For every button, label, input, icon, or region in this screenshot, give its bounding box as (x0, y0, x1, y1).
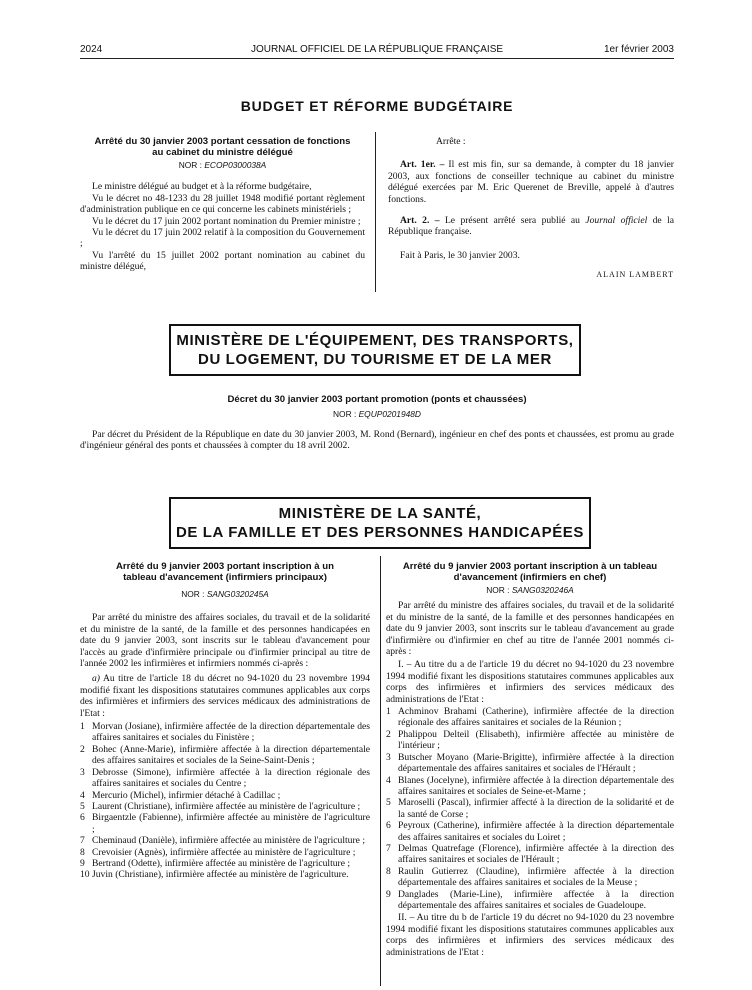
nominee-list (386, 706, 674, 911)
nor-label: NOR : (333, 409, 357, 419)
nor-reference (386, 585, 674, 596)
intro-paragraph: Par arrêté du ministre des affaires sociales, du travail et de la solidarité et du ministre de la santé, de la famille et des personnes handicapées en date du 9 janvier 2003, sont inscrits sur le tableau d'avancement pour l'accès au grade d'infirmière principale ou d'infirmier principal au titre de l'année 2002 les infirmières et infirmiers nommés ci-après : (80, 612, 370, 670)
item-number: 5 (386, 797, 391, 809)
item-number: 9 (80, 857, 85, 869)
sub-a-label: a) (92, 673, 100, 685)
item-number: 6 (80, 812, 85, 824)
nor-reference (80, 409, 674, 419)
list-item (386, 752, 674, 775)
item-text: Bohec (Anne-Marie), infirmière affectée à la direction départementale des affaires sanitaires et sociales de la Seine-Saint-Denis ; (92, 743, 370, 767)
item-text: Peyroux (Catherine), infirmière affectée à la direction départementale des affaires sanitaires et sociales du Loiret ; (398, 820, 674, 843)
list-item (80, 801, 370, 812)
nor-code: SANG0320246A (511, 585, 574, 595)
nor-label: NOR : (178, 160, 202, 170)
nor-code: EQUP0201948D (358, 409, 421, 419)
issue-date: 1er février 2003 (603, 44, 674, 55)
item-number: 7 (386, 842, 391, 854)
ministry-box-sante (169, 497, 591, 549)
article-title: Arrêté du 30 janvier 2003 portant cessation de fonctions au cabinet du ministre délégué (94, 136, 351, 158)
list-item (80, 721, 370, 744)
item-number: 6 (386, 820, 391, 832)
list-item (386, 843, 674, 866)
item-number: 9 (386, 888, 391, 900)
header-rule (80, 58, 674, 59)
list-item (386, 729, 674, 752)
item-text: Delmas Quatrefage (Florence), infirmière affectée à la direction des affaires sanitaires et sociales de l'Hérault ; (398, 842, 674, 866)
item-text: Cheminaud (Danièle), infirmière affectée au ministère de l'agriculture ; (92, 835, 365, 847)
article-2 (388, 215, 674, 238)
item-text: Raulin Gutierrez (Claudine), infirmière affectée à la direction départementale des affaires sanitaires et sociales de la Meuse ; (398, 865, 674, 889)
sante-article-right (386, 561, 674, 958)
item-text: Phalippou Delteil (Elisabeth), infirmière affectée au ministère de l'intérieur ; (398, 728, 674, 752)
item-text: Maroselli (Pascal), infirmier affecté à la direction de la solidarité et de la santé de Corse ; (398, 797, 674, 820)
list-item (386, 866, 674, 889)
budget-article-left (80, 136, 365, 273)
article-1-label: Art. 1er. – (400, 159, 445, 171)
item-number: 4 (80, 789, 85, 801)
nor-reference (80, 589, 370, 600)
item-text: Juvin (Christiane), infirmière affectée au ministère de l'agriculture. (92, 869, 349, 881)
nominee-list (80, 721, 370, 881)
item-text: Debrosse (Simone), infirmière affectée à la direction régionale des affaires sanitaires et sociales du Centre ; (92, 766, 370, 790)
article-2-text-end: de la République française. (388, 215, 674, 238)
item-text: Birgaentzle (Fabienne), infirmière affectée au ministère de l'agriculture ; (92, 812, 370, 835)
item-text: Bertrand (Odette), infirmière affectée au ministère de l'agriculture ; (92, 857, 351, 869)
list-item (386, 775, 674, 798)
article-2-label: Art. 2. – (400, 215, 440, 227)
paragraph: Vu le décret no 48-1233 du 28 juillet 1948 modifié portant règlement d'administration publique en ce qui concerne les cabinets ministériels ; (80, 192, 365, 216)
article-title: Arrêté du 9 janvier 2003 portant inscription à un tableau d'avancement (infirmiers principaux) (115, 561, 335, 583)
signature: ALAIN LAMBERT (596, 270, 674, 280)
section-title-budget: BUDGET ET RÉFORME BUDGÉTAIRE (240, 98, 514, 114)
nor-code: ECOP0300038A (204, 160, 267, 170)
list-item (80, 790, 370, 801)
column-divider (375, 132, 376, 292)
paragraph: Vu le décret du 17 juin 2002 portant nomination du Premier ministre ; (92, 215, 361, 227)
list-item (80, 812, 370, 835)
item-number: 8 (80, 846, 85, 858)
list-item (386, 820, 674, 843)
item-number: 1 (80, 721, 85, 733)
intro-paragraph: Par arrêté du ministre des affaires sociales, du travail et de la solidarité et du ministre de la santé, de la famille et des personnes handicapées en date du 9 janvier 2003, sont inscrits sur le tableau d'avancement au grade d'infirmière ou d'infirmier en chef au titre de l'année 2001 nommés ci-après : (386, 600, 674, 658)
fait-a-paris: Fait à Paris, le 30 janvier 2003. (400, 249, 520, 261)
nor-code: SANG0320245A (206, 589, 269, 599)
journal-title: JOURNAL OFFICIEL DE LA RÉPUBLIQUE FRANÇAISE (250, 44, 504, 55)
sub-I-paragraph: I. – Au titre du a de l'article 19 du décret no 94-1020 du 23 novembre 1994 modifié fixant les dispositions statutaires communes applicables aux corps des infirmières et infirmiers des services médicaux des administrations de l'Etat : (386, 659, 674, 705)
article-title: Arrêté du 9 janvier 2003 portant inscription à un tableau d'avancement (infirmiers en chef) (402, 561, 658, 583)
list-item (80, 767, 370, 790)
paragraph: Le ministre délégué au budget et à la réforme budgétaire, (92, 181, 312, 193)
item-text: Morvan (Josiane), infirmière affectée de la direction départementale des affaires sanitaires et sociales du Finistère ; (92, 721, 370, 744)
sub-a-text: Au titre de l'article 18 du décret no 94-1020 du 23 novembre 1994 modifié fixant les dispositions statutaires communes applicables aux corps des infirmières et infirmiers des services médicaux des administrations de l'Etat : (80, 673, 370, 719)
item-text: Laurent (Christiane), infirmière affectée au ministère de l'agriculture ; (92, 800, 361, 812)
item-text: Crevoisier (Agnès), infirmière affectée au ministère de l'agriculture ; (92, 846, 356, 858)
item-number: 2 (386, 728, 391, 740)
item-number: 10 (80, 869, 90, 881)
journal-officiel-italic: Journal officiel (585, 215, 648, 227)
sub-II-paragraph: II. – Au titre du b de l'article 19 du décret no 94-1020 du 23 novembre 1994 modifié fixant les dispositions statutaires communes applicables aux corps des infirmières et infirmiers des services médicaux des administrations de l'Etat : (386, 912, 674, 958)
item-text: Blanes (Jocelyne), infirmière affectée à la direction départementale des affaires sanitaires et sociales de Seine-et-Marne ; (398, 774, 674, 797)
list-item (80, 847, 370, 858)
item-number: 3 (386, 751, 391, 763)
sub-a-paragraph (80, 673, 370, 719)
list-item (80, 744, 370, 767)
article-1-text: Il est mis fin, sur sa demande, à compter du 18 janvier 2003, aux fonctions de conseiller technique au cabinet du ministre délégué exercées par M. Eric Querenet de Breville, appelé à d'autres fonctions. (388, 159, 674, 205)
item-number: 5 (80, 800, 85, 812)
paragraph: Vu le décret du 17 juin 2002 relatif à la composition du Gouvernement ; (80, 227, 365, 250)
nor-label: NOR : (486, 585, 510, 595)
item-number: 2 (80, 743, 85, 755)
ministry-title-line1: MINISTÈRE DE LA SANTÉ, (278, 505, 482, 522)
item-text: Danglades (Marie-Line), infirmière affectée à la direction départementale des affaires sanitaires et sociales de Guadeloupe. (398, 888, 674, 911)
budget-article-right (388, 136, 674, 281)
list-item (80, 869, 370, 880)
paragraph: Vu l'arrêté du 15 juillet 2002 portant nomination au cabinet du ministre délégué, (80, 249, 365, 273)
arrete-label: Arrête : (436, 136, 466, 147)
item-number: 3 (80, 766, 85, 778)
nor-reference (80, 160, 365, 171)
list-item (386, 706, 674, 729)
ministry-title-line2: DE LA FAMILLE ET DES PERSONNES HANDICAPÉES (175, 524, 585, 541)
item-text: Achminov Brahami (Catherine), infirmière affectée de la direction régionale des affaires sanitaires et sociales de la Réunion ; (398, 706, 674, 729)
sante-article-left (80, 561, 370, 881)
item-text: Butscher Moyano (Marie-Brigitte), infirmière affectée à la direction départementale des affaires sanitaires et sociales de l'Hérault ; (398, 751, 674, 775)
column-divider (380, 556, 381, 986)
page-number: 2024 (80, 44, 103, 55)
item-number: 8 (386, 865, 391, 877)
ministry-box-equipement (169, 324, 581, 376)
list-item (80, 835, 370, 846)
item-text: Mercurio (Michel), infirmier détaché à Cadillac ; (92, 789, 281, 801)
article-2-text: Le présent arrêté sera publié au (444, 215, 586, 227)
decree-title: Décret du 30 janvier 2003 portant promotion (ponts et chaussées) (227, 394, 527, 405)
item-number: 1 (386, 706, 391, 718)
decree-text: Par décret du Président de la République en date du 30 janvier 2003, M. Rond (Bernard), ingénieur en chef des ponts et chaussées, est promu au grade d'ingénieur général des ponts et chaussées à compter du 18 avril 2002. (80, 429, 674, 452)
list-item (80, 858, 370, 869)
ministry-title-line2: DU LOGEMENT, DU TOURISME ET DE LA MER (198, 351, 552, 368)
item-number: 4 (386, 774, 391, 786)
item-number: 7 (80, 835, 85, 847)
article-1 (388, 159, 674, 205)
ministry-title-line1: MINISTÈRE DE L'ÉQUIPEMENT, DES TRANSPORTS, (176, 332, 574, 349)
nor-label: NOR : (181, 589, 205, 599)
list-item (386, 797, 674, 820)
list-item (386, 889, 674, 912)
